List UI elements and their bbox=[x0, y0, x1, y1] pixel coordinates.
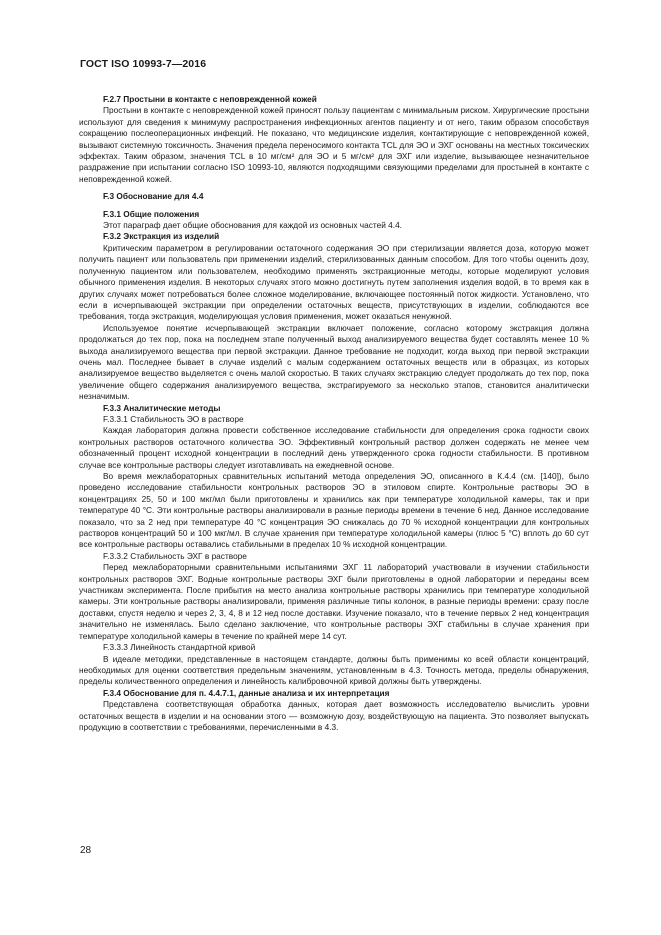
paragraph-f34-1: Представлена соответствующая обработка данных, которая дает возможность исследователю вычислить уровни остаточных веществ в изделии и на основании этого — возможную дозу, воздействующую на пациента. Это позволяет выпускать продукцию в соответствии с требованиями, перечисленными в 4.3. bbox=[79, 699, 589, 732]
section-heading-f3: F.3 Обоснование для 4.4 bbox=[103, 191, 204, 202]
section-heading-f33: F.3.3 Аналитические методы bbox=[103, 402, 221, 413]
section-heading-f332: F.3.3.2 Стабильность ЭХГ в растворе bbox=[103, 550, 247, 561]
section-heading-f34: F.3.4 Обоснование для п. 4.4.7.1, данные анализа и их интерпретация bbox=[103, 687, 390, 698]
page-body bbox=[79, 94, 589, 733]
document-header: ГОСТ ISO 10993-7—2016 bbox=[80, 58, 207, 70]
paragraph-f32-1: Критическим параметром в регулировании остаточного содержания ЭО при стерилизации является доза, которую может получить пациент или пользователь при применении изделий, стерилизованных данным способом. Для того чтобы оценить дозу, полученную пациентом или пользователем, необходимо применять экстракционные методы, которые моделируют условия обычного применения изделия. В некоторых случаях этого можно достигнуть путем заполнения изделия водой, в то время как в других случаях может потребоваться более сложное моделирование, включающее постоянный поток жидкости. Установлено, что если в исчерпывающей экстракции при определении остаточных веществ, присутствующих в изделии, соблюдаются все требования, тогда экстракция, моделирующая условия применения, может оказаться ненужной. bbox=[79, 242, 589, 322]
section-heading-f32: F.3.2 Экстракция из изделий bbox=[103, 231, 220, 242]
paragraph-f27-1: Простыни в контакте с неповрежденной кожей приносят пользу пациентам с минимальным риском. Хирургические простыни используют для сведения к минимуму распространения инфекционных агентов пациенту и от него, таким образом способствуя сокращению послеоперационных инфекций. Не показано, что медицинские изделия, контактирующие с неповрежденной кожей, вызывают системную токсичность. Значения предела переносимого контакта TCL для ЭО и ЭХГ основаны на местных токсических эффектах. Таким образом, значения TCL в 10 мг/см² для ЭО и 5 мг/см² для ЭХГ или изделие, вызывающее незначительное раздражение при испытании согласно ISO 10993-10, являются подходящими связующими пределами для простыней в контакте с неповрежденной кожей. bbox=[79, 105, 589, 184]
paragraph-f333-1: В идеале методики, представленные в настоящем стандарте, должны быть применимы ко всей области концентраций, необходимых для оценки соответствия предельным значениям, установленным в 4.3. Точность метода, пределы обнаружения, пределы количественного определения и линейность калибровочной кривой должны быть утверждены. bbox=[79, 653, 589, 687]
paragraph-f331-2: Во время межлабораторных сравнительных испытаний метода определения ЭО, описанного в К.4.4 (см. [140]), было проведено исследование стабильности контрольных растворов ЭО в этиловом спирте. Контрольные растворы ЭО в концентрациях 25, 50 и 100 мкг/мл были приготовлены и хранились как при температуре холодильной камеры, так и при температуре 40 °С. Эти контрольные растворы анализировали в разные периоды времени в течение 6 нед. Данное исследование показало, что за 2 нед при температуре 40 °С концентрация ЭО снижалась до 70 % исходной концентрации для контрольных растворов концентраций 50 и 100 мкг/мл. В случае хранения при температуре холодильной камеры (плюс 5 °С) вплоть до 60 сут все контрольные растворы оставались стабильными в пределах 10 % исходной концентрации. bbox=[79, 471, 589, 550]
paragraph-f31-1: Этот параграф дает общие обоснования для каждой из основных частей 4.4. bbox=[103, 220, 402, 231]
section-heading-f333: F.3.3.3 Линейность стандартной кривой bbox=[103, 642, 256, 653]
section-heading-f31: F.3.1 Общие положения bbox=[103, 208, 200, 219]
paragraph-f331-1: Каждая лаборатория должна провести собственное исследование стабильности для определения срока годности своих контрольных растворов остаточного количества ЭО. Эффективный контрольный раствор должен содержать не менее чем обозначенный процент исходной концентрации в последний день утвержденного срока годности стабильности. В противном случае все контрольные растворы следует изготавливать на ежедневной основе. bbox=[79, 425, 589, 470]
page-number: 28 bbox=[80, 845, 92, 856]
paragraph-f332-1: Перед межлабораторными сравнительными испытаниями ЭХГ 11 лабораторий участвовали в изучении стабильности контрольных растворов ЭХГ. Водные контрольные растворы ЭХГ были приготовлены в одной лаборатории и переданы всем участникам эксперимента. После прибытия на место анализа контрольные растворы хранились при температуре холодильной камеры. Эти контрольные растворы анализировали, применяя различные типы колонок, в разные периоды времени: сразу после доставки, спустя неделю и через 2, 3, 4, 8 и 12 нед после доставки. Изучение показало, что в течение первых 2 нед концентрация значительно не изменялась. Было сделано заключение, что контрольные растворы ЭХГ стабильны в случае хранения при температуре холодильной камеры в течение по крайней мере 14 сут. bbox=[79, 562, 589, 641]
section-heading-f331: F.3.3.1 Стабильность ЭО в растворе bbox=[103, 413, 244, 424]
paragraph-f32-2: Используемое понятие исчерпывающей экстракции включает положение, согласно которому экстракция должна продолжаться до тех пор, пока на последнем этапе полученный выход анализируемого вещества будет составлять менее 10 % выхода анализируемого вещества при первой экстракции. Данное требование не подходит, когда выход при первой экстракции очень мал. Последнее бывает в случае изделий с малым содержанием остаточных веществ или в образцах, из которых анализируемое вещество выделяется с очень малой скоростью. В таких случаях экстракцию следует продолжать до тех пор, пока увеличение общего содержания анализируемого вещества, экстрагируемого за несколько этапов, становится аналитически незначимым. bbox=[79, 322, 589, 402]
section-heading-f27: F.2.7 Простыни в контакте с неповрежденной кожей bbox=[103, 94, 317, 104]
